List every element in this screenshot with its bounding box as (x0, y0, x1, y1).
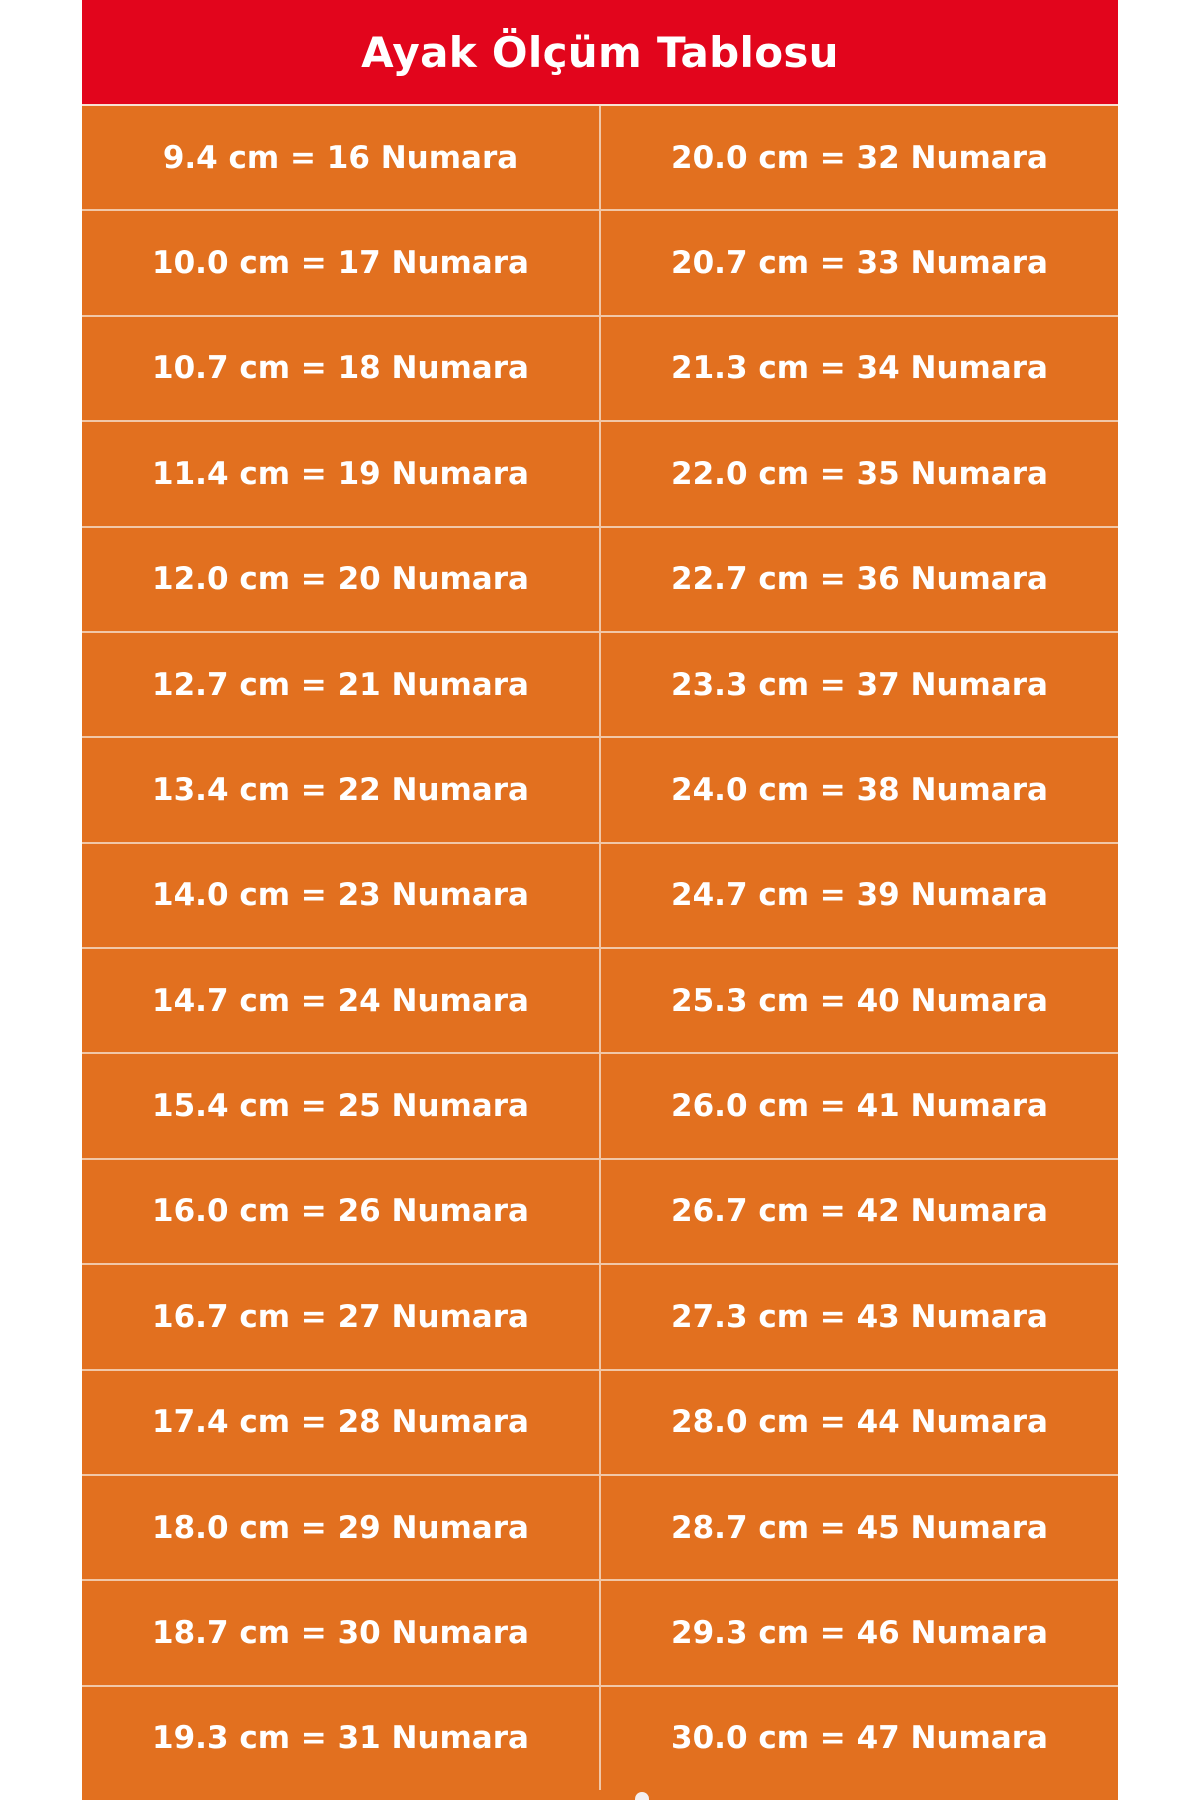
bottom-strip (82, 1790, 1118, 1800)
size-cell-right: 30.0 cm = 47 Numara (601, 1687, 1118, 1790)
size-cell-left: 18.7 cm = 30 Numara (82, 1581, 599, 1684)
size-cell-left: 11.4 cm = 19 Numara (82, 422, 599, 525)
size-cell-right: 26.7 cm = 42 Numara (601, 1160, 1118, 1263)
size-cell-left: 16.0 cm = 26 Numara (82, 1160, 599, 1263)
size-cell-right: 24.7 cm = 39 Numara (601, 844, 1118, 947)
size-cell-left: 9.4 cm = 16 Numara (82, 106, 599, 209)
size-cell-right: 29.3 cm = 46 Numara (601, 1581, 1118, 1684)
size-cell-right: 23.3 cm = 37 Numara (601, 633, 1118, 736)
size-cell-left: 14.0 cm = 23 Numara (82, 844, 599, 947)
size-cell-left: 12.7 cm = 21 Numara (82, 633, 599, 736)
size-cell-left: 18.0 cm = 29 Numara (82, 1476, 599, 1579)
size-cell-right: 20.0 cm = 32 Numara (601, 106, 1118, 209)
size-cell-left: 10.7 cm = 18 Numara (82, 317, 599, 420)
size-cell-left: 19.3 cm = 31 Numara (82, 1687, 599, 1790)
size-cell-right: 22.7 cm = 36 Numara (601, 528, 1118, 631)
size-cell-left: 10.0 cm = 17 Numara (82, 211, 599, 314)
size-cell-left: 15.4 cm = 25 Numara (82, 1054, 599, 1157)
size-cell-left: 14.7 cm = 24 Numara (82, 949, 599, 1052)
size-cell-right: 26.0 cm = 41 Numara (601, 1054, 1118, 1157)
size-cell-right: 28.7 cm = 45 Numara (601, 1476, 1118, 1579)
chart-title: Ayak Ölçüm Tablosu (82, 0, 1118, 104)
size-table (82, 106, 1118, 1790)
size-chart (82, 0, 1118, 1800)
size-cell-left: 12.0 cm = 20 Numara (82, 528, 599, 631)
bottom-marker (635, 1792, 649, 1800)
size-cell-right: 27.3 cm = 43 Numara (601, 1265, 1118, 1368)
size-cell-right: 22.0 cm = 35 Numara (601, 422, 1118, 525)
size-cell-right: 24.0 cm = 38 Numara (601, 738, 1118, 841)
size-cell-right: 28.0 cm = 44 Numara (601, 1371, 1118, 1474)
size-cell-left: 17.4 cm = 28 Numara (82, 1371, 599, 1474)
size-cell-left: 16.7 cm = 27 Numara (82, 1265, 599, 1368)
size-cell-right: 25.3 cm = 40 Numara (601, 949, 1118, 1052)
size-cell-left: 13.4 cm = 22 Numara (82, 738, 599, 841)
size-cell-right: 20.7 cm = 33 Numara (601, 211, 1118, 314)
size-cell-right: 21.3 cm = 34 Numara (601, 317, 1118, 420)
